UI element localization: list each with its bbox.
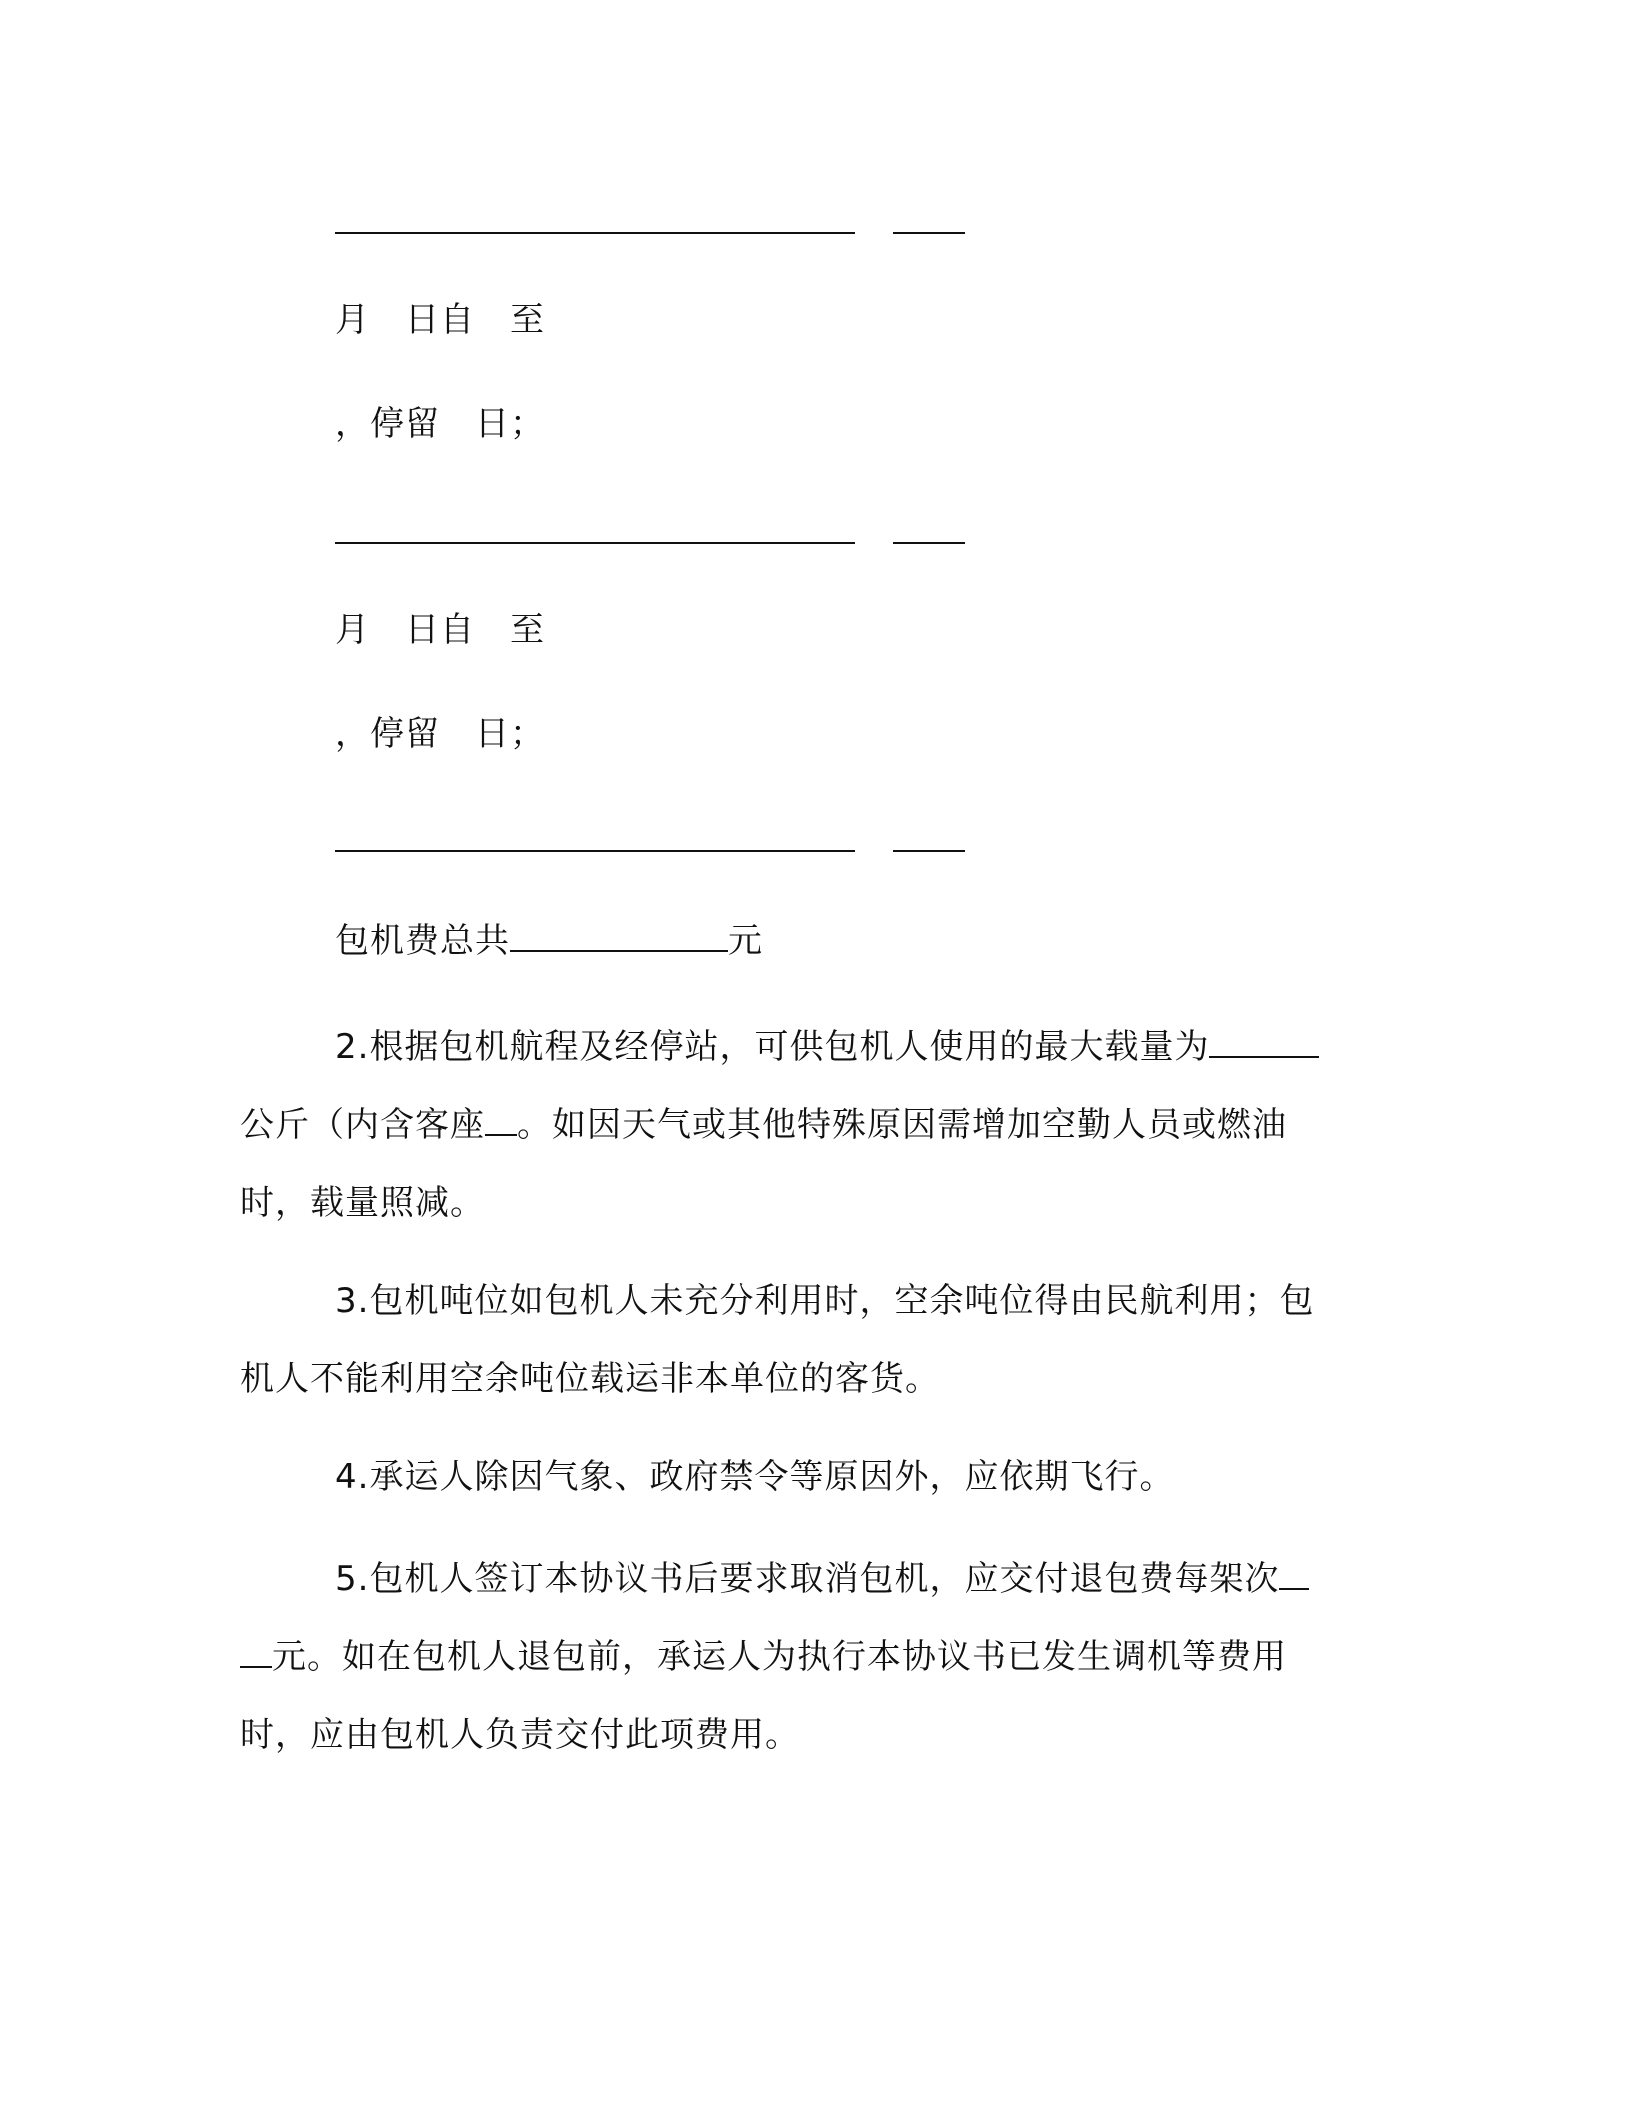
clause-4-line-1: 4.承运人除因气象、政府禁令等原因外，应依期飞行。 [335,1457,1175,1497]
seat-blank [485,1104,517,1136]
blank-line [335,850,855,852]
cancel-fee-blank [1279,1558,1309,1590]
clause-2-line-2: 公斤（内含客座 。如因天气或其他特殊原因需增加空勤人员或燃油 [240,1105,1287,1145]
total-fee-prefix: 包机费总共 [335,921,510,961]
clause-3-line-2: 机人不能利用空余吨位载运非本单位的客货。 [240,1359,940,1399]
clause-4 [240,1438,1380,1516]
clause-3-line-1: 3.包机吨位如包机人未充分利用时，空余吨位得由民航利用；包 [335,1281,1315,1321]
blank-line [335,232,855,234]
cancel-fee-blank-cont [240,1636,272,1668]
date-line: 月 日自 至 [335,610,545,650]
clause-5-line-1: 5.包机人签订本协议书后要求取消包机，应交付退包费每架次 [240,1540,1380,1618]
clause-2-line-3: 时，载量照减。 [240,1183,485,1223]
blank-line-short [893,542,965,544]
clause-5 [240,1540,1380,1774]
blank-line-short [893,232,965,234]
blank-line [335,542,855,544]
clause-2 [240,1008,1380,1242]
stay-line: ，停留 日； [335,714,545,754]
total-fee-line [335,920,763,961]
max-load-blank [1209,1026,1319,1058]
total-fee-blank [510,920,728,952]
clause-2-line-1: 2.根据包机航程及经停站，可供包机人使用的最大载量为 [240,1008,1380,1086]
blank-line-short [893,850,965,852]
clause-5-line-3: 时，应由包机人负责交付此项费用。 [240,1715,800,1755]
total-fee-suffix: 元 [728,921,763,961]
clause-3 [240,1262,1380,1418]
clause-5-line-2: 元。如在包机人退包前，承运人为执行本协议书已发生调机等费用 [240,1618,1380,1696]
date-line: 月 日自 至 [335,300,545,340]
stay-line: ，停留 日； [335,404,545,444]
